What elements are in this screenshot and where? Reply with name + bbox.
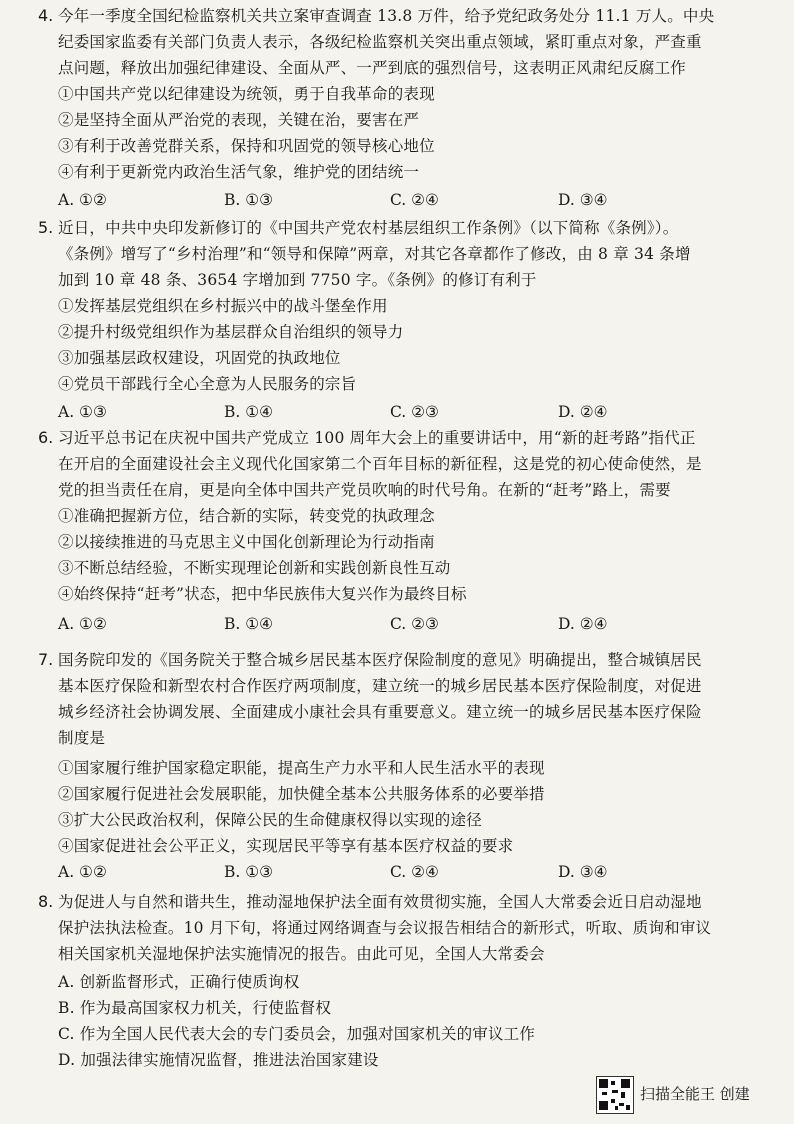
choice-c[interactable]: C. 作为全国人民代表大会的专门委员会，加强对国家机关的审议工作 [58, 1025, 536, 1043]
choice-d[interactable]: D. ②④ [558, 615, 608, 633]
choice-a[interactable]: A. ①② [58, 191, 107, 209]
question-stem-line: 基本医疗保险和新型农村合作医疗两项制度，建立统一的城乡居民基本医疗保险制度，对促进 [58, 677, 702, 695]
statement-option: ①发挥基层党组织在乡村振兴中的战斗堡垒作用 [58, 297, 388, 315]
watermark-text: 扫描全能王 创建 [640, 1085, 750, 1103]
choice-d[interactable]: D. ②④ [558, 403, 608, 421]
question-stem-line: 在开启的全面建设社会主义现代化国家第二个百年目标的新征程，这是党的初心使命使然，是 [58, 455, 702, 473]
statement-option: ④国家促进社会公平正义，实现居民平等享有基本医疗权益的要求 [58, 837, 514, 855]
question-stem-line: 今年一季度全国纪检监察机关共立案审查调查 13.8 万件，给予党纪政务处分 11.1 万人。中央 [58, 7, 715, 25]
choice-a[interactable]: A. ①③ [58, 403, 107, 421]
statement-option: ③有利于改善党群关系，保持和巩固党的领导核心地位 [58, 137, 435, 155]
choice-b[interactable]: B. ①④ [224, 403, 274, 421]
statement-option: ②以接续推进的马克思主义中国化创新理论为行动指南 [58, 533, 435, 551]
qr-code-icon [596, 1076, 634, 1114]
choice-b[interactable]: B. ①③ [224, 191, 274, 209]
choice-b[interactable]: B. ①③ [224, 863, 274, 881]
question-stem-line: 近日，中共中央印发新修订的《中国共产党农村基层组织工作条例》（以下简称《条例》）。 [58, 219, 679, 237]
question-stem-line: 点问题，释放出加强纪律建设、全面从严、一严到底的强烈信号，这表明正风肃纪反腐工作 [58, 59, 687, 77]
question-stem-line: 党的担当责任在肩，更是向全体中国共产党员吹响的时代号角。在新的“赶考”路上，需要 [58, 481, 671, 499]
choice-d[interactable]: D. 加强法律实施情况监督，推进法治国家建设 [58, 1051, 379, 1069]
choice-d[interactable]: D. ③④ [558, 191, 608, 209]
choice-b[interactable]: B. ①④ [224, 615, 274, 633]
answer-choices [58, 402, 758, 422]
statement-option: ②是坚持全面从严治党的表现，关键在治，要害在严 [58, 111, 420, 129]
scanner-watermark [596, 1076, 786, 1120]
choice-d[interactable]: D. ③④ [558, 863, 608, 881]
question-stem-line: 《条例》增写了“乡村治理”和“领导和保障”两章，对其它各章都作了修改，由 8 章 34 条增 [58, 245, 691, 263]
choice-a[interactable]: A. 创新监督形式，正确行使质询权 [58, 973, 300, 991]
statement-option: ②国家履行促进社会发展职能，加快健全基本公共服务体系的必要举措 [58, 785, 545, 803]
question-stem-line: 城乡经济社会协调发展、全面建成小康社会具有重要意义。建立统一的城乡居民基本医疗保险 [58, 703, 702, 721]
statement-option: ④有利于更新党内政治生活气象，维护党的团结统一 [58, 163, 420, 181]
answer-choices [58, 614, 758, 634]
question-number: 4. [38, 6, 54, 25]
question-number: 5. [38, 218, 54, 237]
choice-b[interactable]: B. 作为最高国家权力机关，行使监督权 [58, 999, 332, 1017]
question-number: 6. [38, 428, 54, 447]
choice-c[interactable]: C. ②④ [390, 863, 439, 881]
choice-c[interactable]: C. ②③ [390, 403, 439, 421]
statement-option: ③不断总结经验，不断实现理论创新和实践创新良性互动 [58, 559, 451, 577]
question-stem-line: 为促进人与自然和谐共生，推动湿地保护法全面有效贯彻实施，全国人大常委会近日启动湿地 [58, 893, 702, 911]
question-stem-line: 加到 10 章 48 条、3654 字增加到 7750 字。《条例》的修订有利于 [58, 271, 537, 289]
statement-option: ①国家履行维护国家稳定职能，提高生产力水平和人民生活水平的表现 [58, 759, 545, 777]
question-stem-line: 相关国家机关湿地保护法实施情况的报告。由此可见，全国人大常委会 [58, 945, 545, 963]
choice-a[interactable]: A. ①② [58, 863, 107, 881]
choice-c[interactable]: C. ②④ [390, 191, 439, 209]
statement-option: ③扩大公民政治权利，保障公民的生命健康权得以实现的途径 [58, 811, 482, 829]
statement-option: ①中国共产党以纪律建设为统领，勇于自我革命的表现 [58, 85, 435, 103]
question-stem-line: 纪委国家监委有关部门负责人表示，各级纪检监察机关突出重点领域，紧盯重点对象，严查重 [58, 33, 702, 51]
statement-option: ③加强基层政权建设，巩固党的执政地位 [58, 349, 341, 367]
answer-choices [58, 862, 758, 882]
question-number: 8. [38, 892, 54, 911]
question-stem-line: 习近平总书记在庆祝中国共产党成立 100 周年大会上的重要讲话中，用“新的赶考路”指代正 [58, 429, 696, 447]
question-stem-line: 制度是 [58, 729, 106, 747]
question-number: 7. [38, 650, 54, 669]
question-stem-line: 国务院印发的《国务院关于整合城乡居民基本医疗保险制度的意见》明确提出，整合城镇居民 [58, 651, 702, 669]
choice-a[interactable]: A. ①② [58, 615, 107, 633]
statement-option: ①准确把握新方位，结合新的实际，转变党的执政理念 [58, 507, 435, 525]
statement-option: ④始终保持“赶考”状态，把中华民族伟大复兴作为最终目标 [58, 585, 467, 603]
answer-choices [58, 190, 758, 210]
statement-option: ④党员干部践行全心全意为人民服务的宗旨 [58, 375, 357, 393]
question-stem-line: 保护法执法检查。10 月下旬，将通过网络调查与会议报告相结合的新形式，听取、质询和审议 [58, 919, 712, 937]
choice-c[interactable]: C. ②③ [390, 615, 439, 633]
statement-option: ②提升村级党组织作为基层群众自治组织的领导力 [58, 323, 404, 341]
